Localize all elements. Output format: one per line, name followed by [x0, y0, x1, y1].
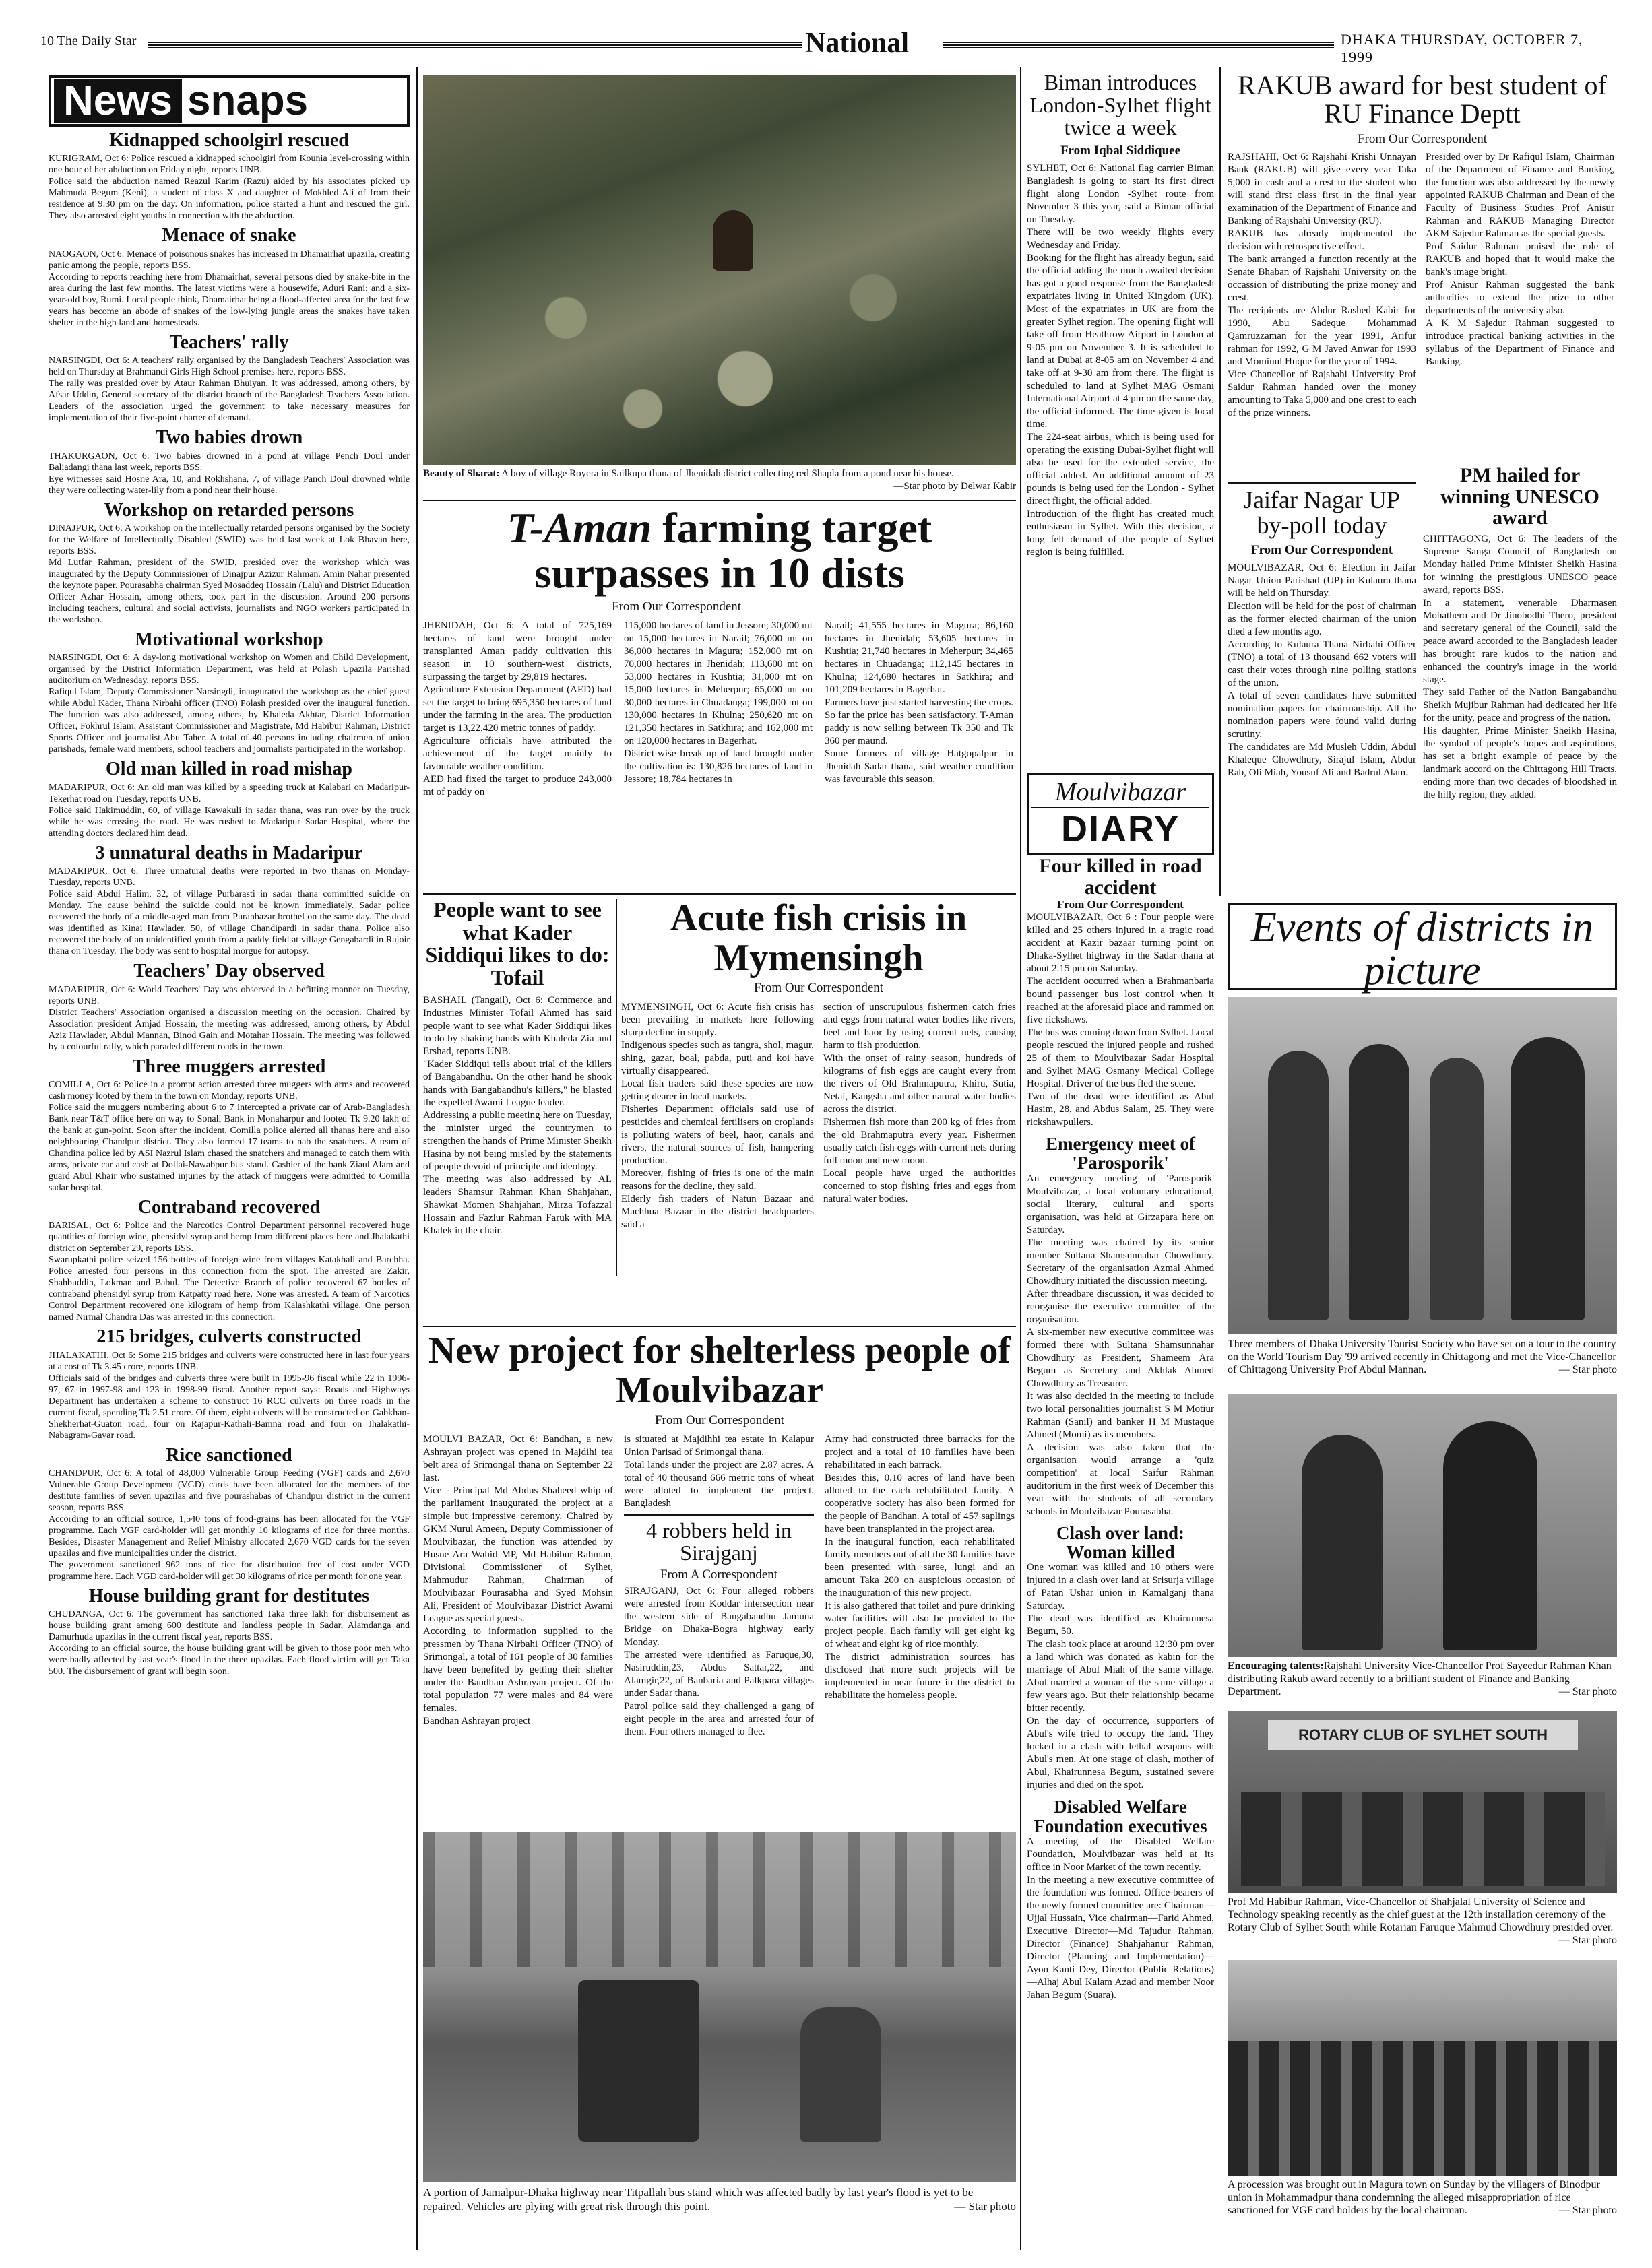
top-photo — [423, 75, 1016, 465]
news-snap-headline: Workshop on retarded persons — [104, 499, 354, 521]
events-photo-3-caption — [1228, 1896, 1617, 1947]
pm-hailed-body: CHITTAGONG, Oct 6: The leaders of the Supreme Sanga Council of Bangladesh on Monday hailed Prime Minister Sheikh Hasina for winning the prestigious UNESCO peace award, reports BSS. In a statement, venerable Dharmasen Mohathero and Dr Jinobodhi Thero, president and secretary general of the Council, said the peace award accorded to the Bangladesh leader has brought rare kudos to the nation and enhanced the country's image in the world stage. They said Father of the Nation Bangabandhu Sheikh Mujibur Rahman had dedicated her life for the unity, peace and progress of the nation. His daughter, Prime Minister Sheikh Hasina, the symbol of people's hopes and aspirations, has set a bright example of peace by the landmark accord on the Chittagong Hill Tracts, ending more than two decades of bloodshed in the hilly region, they added. — [1423, 533, 1617, 800]
news-snap-headline: Rice sanctioned — [166, 1444, 292, 1466]
news-snaps-list — [49, 131, 410, 1677]
rickshaw-figure — [578, 1980, 699, 2142]
events-photo-4-caption — [1228, 2178, 1617, 2217]
rakub-headline: RAKUB award for best student of RU Finance Deptt — [1238, 70, 1607, 129]
diary-title-bottom: DIARY — [1031, 808, 1209, 850]
news-snap-body: COMILLA, Oct 6: Police in a prompt action arrested three muggers with arms and recovered cash money looted by them in the town on Monday, reports UNB. Police said the muggers numbering about 6 to 7 intercepted a private car of Arab-Bangladesh Bank near T&T office here on way to Sonali Bank in Monaharpur and looted Tk 9.20 lakh of the bank at gun-point. Soon after the incident, Comilla police alerted all thanas here and also neighbouring Chandpur district. They also formed 17 teams to nab the snatchers. A team of Chandina police led by ASI Nazrul Islam chased the snatchers and managed to catch them with arms, private car and cash at Dollai-Nawabpur bus stand. Cashier of the bank Ziaul Alam and guard Abul Khair who sustained injuries by the attack of muggers were admitted to Comilla sadar hospital. — [49, 1079, 410, 1193]
news-snaps-column — [49, 75, 410, 2248]
clash-headline: Clash over land: Woman killed — [1056, 1522, 1185, 1563]
news-snap-headline: Kidnapped schoolgirl rescued — [109, 130, 349, 151]
masthead-rule-right — [943, 42, 1334, 48]
people-figure — [800, 2007, 881, 2142]
rule-robbers — [624, 1514, 814, 1516]
t-aman-col-3: Narail; 41,555 hectares in Magura; 86,160 hectares in Jhenidah; 53,605 hectares in Kushtia; 21,740 hectares in Meherpur; 34,465 hectares in Chuadanga; 112,145 hectares in Khulna; 124,680 hectares in Satkhira; and 101,209 hectares in Bagerhat. Farmers have just started harvesting the crops. So far the price has been satisfactory. T-Aman paddy is now selling between Tk 350 and Tk 360 per maund. Some farmers of village Hatgopalpur in Jhenidah Sadar thana, said weather condition was favourable this season. — [825, 620, 1013, 785]
rule-t-aman — [423, 500, 1016, 501]
news-snaps-title-a: News — [54, 79, 182, 123]
shelterless-col-1: MOULVI BAZAR, Oct 6: Bandhan, a new Ashrayan project was opened in Majdihi tea belt area of Srimongal thana on September 22 last. Vice - Principal Md Abdus Shaheed whip of the parliament inaugurated the project at a simple but impressive ceremony. Chaired by GKM Nurul Ameen, Deputy Commissioner of Moulvibazar, the function was attended by Husne Ara Wahid MP, Md Habibur Rahman, Divisional Commissioner of Sylhet, Mahmudur Rahman, Chairman of Moulvibazar Pourasabha and Syed Mohsin Ali, President of Moulvibazar District Awami League as special guests. According to information supplied to the pressmen by Thana Nirbahi Officer (TNO) of Srimongal, a total of 161 people of 30 families have been benefited by getting their shelter under the Bandhan Ashrayan project. Of the total population 77 were males and 84 were females. Bandhan Ashrayan project — [423, 1433, 613, 1726]
news-snap-item — [49, 961, 410, 1052]
events-photo-1-credit: — Star photo — [1558, 1364, 1617, 1375]
kader-body: BASHAIL (Tangail), Oct 6: Commerce and Industries Minister Tofail Ahmed has said people want to see what Kader Siddiqui likes to do by shaking hands with Khaleda Zia and Ershad, reports UNB. "Kader Siddiqui tells about trial of the killers of Bangabandhu. On the other hand he shook hands with Bangabandhu's killers," he blasted the expelled Awami League leader. Addressing a public meeting here on Tuesday, the minister urged the countrymen to strengthen the hands of Prime Minister Sheikh Hasina by not being misled by the statements of people devoid of principle and ideology. The meeting was also addressed by AL leaders Shamsur Rahman Khan Shahjahan, Shawkat Momen Shahjahan, Mirza Tofazzal Hossain and Fazlur Rahman Faruk with MA Khalek in the chair. — [423, 995, 612, 1237]
news-snap-headline: Menace of snake — [162, 225, 296, 247]
news-snap-headline: Two babies drown — [155, 427, 303, 449]
top-photo-credit: —Star photo by Delwar Kabir — [893, 481, 1016, 492]
col-rule-3 — [1219, 67, 1221, 896]
person-figure-4 — [1511, 1037, 1585, 1320]
news-snaps-title-b: snaps — [187, 77, 309, 124]
rakub-col-1: RAJSHAHI, Oct 6: Rajshahi Krishi Unnayan Bank (RAKUB) will give every year Taka 5,000 in cash and a crest to the student who will stand first class first in the final year examination of the Department of Finance and Banking of Rajshahi University (RU). RAKUB has already implemented the decision with retrospective effect. The bank arranged a function recently at the Senate Bhaban of Rajshahi University on the occassion of distributing the prize money and crest. The recipients are Abdur Rashed Kabir for 1990, Abu Sadeque Mohammad Qamruzzaman for the year 1991, Arifur rahman for 1992, G M Javed Anwar for 1993 and Mominul Huque for the year of 1994. Vice Chancellor of Rajshahi University Prof Saidur Rahman handed over the money amounting to Taka 5,000 and one crest to each of the prize winners. — [1228, 152, 1416, 418]
clash-body: One woman was killed and 10 others were injured in a clash over land at Srisurja village of Patan Ushar union in Kamalganj thana Saturday. The dead was identified as Khairunnesa Begum, 50. The clash took place at around 12:30 pm over a land which was donated as kabin for the marriage of Abul Miah of the same village. Abul married a woman of the same village a few years ago. But their relationship became bitter recently. On the day of occurrence, supporters of Abul's wife tried to occupy the land. They locked in a clash with lethal weapons with Abul's men. At one stage of clash, mother of Abul, Khairunnesa Begum, sustained severe injuries and died on the spot. — [1027, 1562, 1214, 1791]
news-snap-item — [49, 1198, 410, 1323]
rakub-col-2: Presided over by Dr Rafiqul Islam, Chairman of the Department of Finance and Banking, the function was also addressed by the newly appointed RAKUB Chairman and Dean of the Faculty of Business Studies Prof Anisur Rahman and RAKUB Managing Director AKM Sajedur Rahman as the special guests. Prof Saidur Rahman praised the role of RAKUB and hoped that it would make the bank's image bright. Prof Anisur Rahman suggested the bank authorities to extend the prize to other departments of the university also. A K M Sajedur Rahman suggested to introduce practical banking activities in the syllabus of the Department of Finance and Banking. — [1426, 152, 1614, 367]
shelterless-story — [423, 1331, 1016, 1829]
events-photo-3 — [1228, 1711, 1617, 1893]
shelterless-headline: New project for shelterless people of Moulvibazar — [428, 1330, 1011, 1411]
events-headline: Events of districts in picture — [1250, 905, 1594, 994]
news-snaps-banner — [49, 75, 410, 127]
four-killed-byline: From Our Correspondent — [1057, 898, 1184, 911]
robbers-byline: From A Correspondent — [660, 1567, 778, 1582]
four-killed-column — [1027, 855, 1214, 2250]
news-snap-headline: 215 bridges, culverts constructed — [96, 1326, 362, 1348]
rakub-byline: From Our Correspondent — [1357, 132, 1488, 146]
events-photo-2-caption — [1228, 1660, 1617, 1698]
news-snap-body: MADARIPUR, Oct 6: World Teachers' Day was observed in a befitting manner on Tuesday, reports UNB. District Teachers' Association organised a discussion meeting on the occasion. Chaired by Association president Amjad Hossain, the meeting was addressed, among others, by Abdul Aziz Hawlader, Abdul Mannan, Binod Gain and Motahar Hossain. The meeting was followed by a colourful rally, which paraded different roads in the town. — [49, 984, 410, 1052]
robbers-headline: 4 robbers held in Sirajganj — [646, 1518, 792, 1565]
person-figure-2 — [1349, 1044, 1409, 1320]
events-photo-4 — [1228, 1960, 1617, 2176]
pm-hailed-headline: PM hailed for winning UNESCO award — [1440, 464, 1599, 529]
jaifar-body: MOULVIBAZAR, Oct 6: Election in Jaifar Nagar Union Parishad (UP) in Kulaura thana will be held on Thursday. Election will be held for the post of chairman as the former elected chairman of the union died a few months ago. According to Kulaura Thana Nirbahi Officer (TNO) a total of 13 thousand 662 voters will cast their votes through nine polling stations of the union. A total of seven candidates have submitted nomination papers for chairmanship. All the nomination papers were found valid during scrutiny. The candidates are Md Musleh Uddin, Abdul Khaleque Chowdhury, Sirajul Islam, Abdur Rab, Oli Miah, Yousuf Ali and Badrul Alam. — [1228, 562, 1416, 778]
kader-story — [423, 899, 612, 1283]
rule-kader-fish — [616, 899, 617, 1276]
four-killed-headline: Four killed in road accident — [1039, 855, 1202, 899]
news-snap-headline: Motivational workshop — [135, 628, 323, 650]
bottom-photo — [423, 1832, 1016, 2182]
news-snap-item — [49, 1327, 410, 1441]
news-snap-headline: 3 unnatural deaths in Madaripur — [95, 842, 363, 864]
four-killed-body: MOULVIBAZAR, Oct 6 : Four people were killed and 25 others injured in a tragic road accident at Kazir bazaar turning point on Dhaka-Sylhet highway in the Sadar thana at about 2.15 pm on Saturday. The accident occurred when a Brahmanbaria bound passenger bus lost control when it reached at the aforesaid place and rammed on five rickshaws. The bus was coming down from Sylhet. Local people rescued the injured people and rushed 25 of them to Moulvibazar Sadar Hospital and Sylhet MAG Osmany Medical College Hospital. Driver of the bus fled the scene. Two of the dead were identified as Abul Hasim, 28, and Abdus Salam, 25. They were rickshawpullers. — [1027, 912, 1214, 1128]
rakub-story — [1228, 71, 1617, 489]
t-aman-headline-b: farming target surpasses in 10 dists — [534, 504, 932, 597]
fish-col-1: MYMENSINGH, Oct 6: Acute fish crisis has been prevailing in markets here following sharp decline in supply. Indigenous species such as tangra, shol, magur, shing, gazar, boal, pabda, puti and koi have virtually disappeared. Local fish traders said these species are now getting dearer in local markets. Fisheries Department officials said use of pesticides and chemical fertilisers on croplands is polluting waters of beel, haor, canals and rivers, the natural sources of fish, hampering production. Moreover, fishing of fries is one of the main reasons for the decline, they said. Elderly fish traders of Natun Bazaar and Machhua Bazaar in the district headquarters said a — [621, 1001, 814, 1230]
t-aman-headline-a: T-Aman — [507, 504, 652, 552]
news-snap-item — [49, 1057, 410, 1194]
t-aman-col-1: JHENIDAH, Oct 6: A total of 725,169 hectares of land were brought under transplanted Aman paddy cultivation this season in 10 southern-west districts, surpassing the target by 29,819 hectares. Agriculture Extension Department (AED) had set the target to bring 695,350 hectares of land under the farming in the area. The production target is 13,22,420 metric tonnes of paddy. Agriculture officials have attributed the achievement of the target mainly to favourable weather condition. AED had fixed the target to produce 243,000 mt of paddy on — [423, 620, 612, 798]
events-photo-1-caption — [1228, 1338, 1617, 1376]
news-snap-body: KURIGRAM, Oct 6: Police rescued a kidnapped schoolgirl from Kounia level-crossing within one hour of her abduction on Friday night, reports UNB. Police said the abduction named Reazul Karim (Razu) aided by his associates picked up Mahmuda Begum (Keni), a student of class X and daughter of Mokhled Ali of from their residence at 9:30 pm on the day. On information, police started a hunt and rescued the girl. They also arrested eight youths in connection with the abduction. — [49, 154, 410, 222]
news-snap-headline: Contraband recovered — [137, 1196, 321, 1218]
news-snap-item — [49, 428, 410, 496]
news-snap-item — [49, 333, 410, 424]
top-photo-caption-text: A boy of village Royera in Sailkupa thana of Jhenidah district collecting red Shapla from a pond near his house. — [499, 468, 954, 479]
t-aman-byline: From Our Correspondent — [612, 600, 742, 614]
person-figure-1 — [1268, 1051, 1329, 1320]
events-photo-2-caption-text: Rajshahi University Vice-Chancellor Prof Sayeedur Rahman Khan distributing Rakub award recently to a brilliant student of Finance and Banking Department. — [1228, 1660, 1614, 1697]
t-aman-story — [423, 505, 1016, 890]
news-snap-body: CHUDANGA, Oct 6: The government has sanctioned Taka three lakh for disbursement as house building grant among 600 destitute and landless people in Sadar, Alamdanga and Damurhuda upazilas in the current fiscal year, reports BSS. According to an official source, the house building grant will be given to those poor men who were badly affected by last year's flood in the three upazilas. Each flood victim will get Taka 500. The disbursement of grant will begin soon. — [49, 1609, 410, 1677]
events-photo-3-credit: — Star photo — [1558, 1935, 1617, 1946]
news-snap-headline: House building grant for destitutes — [88, 1586, 370, 1607]
emergency-headline: Emergency meet of 'Parosporik' — [1046, 1134, 1195, 1173]
news-snap-body: NAOGAON, Oct 6: Menace of poisonous snakes has increased in Dhamairhat upazila, creating panic among the people, reports BSS. According to reports reaching here from Dhamairhat, several persons died by snake-bite in the area during the last few months. The latest victims were a housewife, Aduri Rani; and a six-year-old boy, Rumi. Local people think, Dhamairhat being a flood-affected area for the last few years has become an abode of snakes of the low-lying jungle areas the snakes have taken shelter in the high land and homesteads. — [49, 249, 410, 328]
events-photo-3-caption-text: Prof Md Habibur Rahman, Vice-Chancellor of Shahjalal University of Science and Technology speaking recently as the chief guest at the 12th installation ceremony of the Rotary Club of Sylhet South while Rotarian Faruque Mahmud Chowdhury presided over. — [1228, 1896, 1614, 1933]
news-snap-body: JHALAKATHI, Oct 6: Some 215 bridges and culverts were constructed here in last four years at a cost of Tk 3.45 crore, reports UNB. Officials said of the bridges and culverts three were built in 1995-96 fiscal while 22 in 1996-97, 67 in 1997-98 and 123 in 1998-99 fiscal. Another report says: Roads and Highways Department has undertaken a scheme to construct 16 RCC culverts on three roads in the current fiscal, spending Tk 2.51 crore. Of them, eight culverts will be constructed on Gabkhan-Shekherhat-Guaton road, four on Rajapur-Kathali-Bamna road and four on Jhalakathi-Nabagram-Gavar road. — [49, 1350, 410, 1441]
bottom-photo-caption — [423, 2185, 1016, 2213]
news-snap-body: MADARIPUR, Oct 6: Three unnatural deaths were reported in two thanas on Monday-Tuesday, reports UNB. Police said Abdul Halim, 32, of village Purbarasti in sadar thana committed suicide on Monday. The cause behind the suicide could not be known immediately. Sadar police recovered the body of a middle-aged man from Puranbazar brothel on the same day. The dead was identified as Kinai Hawlader, 50, of village Chandipardi in sadar thana. Police also recovered the body of an unidentified youth from a paddy field at village Gengabardi in Rajoir thana on Tuesday. The body was sent to hospital morgue for autopsy. — [49, 866, 410, 957]
events-photo-1 — [1228, 997, 1617, 1334]
news-snap-body: DINAJPUR, Oct 6: A workshop on the intellectually retarded persons organised by the Society for the Welfare of Intellectually Disabled (SWID) was held last week at Lok Bhavan here, reports BSS. Md Lutfar Rahman, president of the SWID, presided over the workshop which was inaugurated by the Deputy Commissioner of Dinajpur Azizur Rahman. Amin Nahar presented the keynote paper. Pourasabha chairman Syed Mosaddeq Hossain (Lalu) and District Education Officer Azhar Hossain, among others, took part in the discussion. Around 200 persons including teachers, cultural and social activists, journalists and NGO workers participated in the workshop. — [49, 523, 410, 625]
rule-kader — [423, 893, 1016, 895]
boy-figure — [713, 210, 753, 271]
events-photo-4-caption-text: A procession was brought out in Magura town on Sunday by the villagers of Binodpur union in Mohammadpur thana condemning the alleged misappropriation of rice sanctioned for VGF card holders by the local chairman. — [1228, 2179, 1603, 2216]
disabled-headline: Disabled Welfare Foundation executives — [1034, 1796, 1207, 1836]
kader-headline: People want to see what Kader Siddiqui likes to do: Tofail — [425, 897, 610, 990]
shelterless-byline: From Our Correspondent — [654, 1413, 785, 1427]
events-photo-2-credit: — Star photo — [1558, 1686, 1617, 1697]
person-figure-6 — [1443, 1421, 1537, 1650]
events-photo-1-caption-text: Three members of Dhaka University Tourist Society who have set on a tour to the country on the World Tourism Day '99 arrived recently in Chittagong and met the Vice-Chancellor of Chittagong University Prof Abdul Mannan. — [1228, 1338, 1619, 1375]
news-snap-item — [49, 630, 410, 755]
news-snap-headline: Three muggers arrested — [132, 1056, 326, 1077]
masthead-left: 10 The Daily Star — [40, 34, 137, 48]
fish-byline: From Our Correspondent — [753, 980, 884, 995]
person-figure-5 — [1302, 1435, 1383, 1650]
news-snap-body: CHANDPUR, Oct 6: A total of 48,000 Vulnerable Group Feeding (VGF) cards and 2,670 Vulnerable Group Development (VGD) cards have been allocated for the members of the destitute families of seven upazilas and five pourashabas of Chandpur district in the current season, reports BSS. According to an official source, 1,540 tons of food-grains has been allocated for the VGF programme. Each VGF card-holder will get monthly 10 kilograms of rice for three months. Besides, Disaster Management and Relief Ministry allocated 2,670 VGD cards for the seven upazilas and five municipalities under the district. The government sanctioned 962 tons of rice for distribution free of cost under VGD programme here. Each VGD card-holder will get 30 kilograms of rice per month for one year. — [49, 1468, 410, 1582]
biman-byline: From Iqbal Siddiquee — [1060, 143, 1181, 158]
events-photo-4-credit: — Star photo — [1558, 2205, 1617, 2216]
news-snap-item — [49, 226, 410, 328]
rule-shelterless — [423, 1326, 1016, 1327]
events-box — [1228, 903, 1617, 994]
news-snap-item — [49, 1586, 410, 1677]
top-photo-caption — [423, 467, 1016, 493]
col-rule-1 — [416, 67, 418, 2250]
person-figure-3 — [1430, 1058, 1484, 1320]
diary-box — [1027, 773, 1214, 855]
bottom-photo-caption-text: A portion of Jamalpur-Dhaka highway near Titpallah bus stand which was affected badly by last year's flood is yet to be repaired. Vehicles are plying with great risk through this point. — [423, 2186, 976, 2213]
procession-crowd — [1228, 2041, 1617, 2176]
t-aman-headline — [423, 505, 1016, 595]
dateline: DHAKA THURSDAY, OCTOBER 7, 1999 — [1341, 31, 1583, 65]
jaifar-byline: From Our Correspondent — [1250, 542, 1393, 557]
news-snap-item — [49, 131, 410, 222]
news-snap-item — [49, 759, 410, 839]
shelterless-col-3: Army had constructed three barracks for the project and a total of 10 families have been rehabilitated in each barrack. Besides this, 0.10 acres of land have been alloted to the each rehabilitated family. A cooperative society has also been formed for the people of Bandhan. A total of 457 saplings have been transplanted in the project area. In the inaugural function, each rehabilitated family members out of all the 30 families have been presented with saree, lungi and an amount Taka 200 on auspicious occasion of the inauguration of this new project. It is also gathered that toilet and pure drinking water facilities will also be provided to the project people. Each family will get eight kg of wheat and eight kg of rice monthly. The district administration sources has disclosed that more such projects will be implemented in near future in the district to rehabilitate the homeless people. — [825, 1433, 1015, 1701]
top-photo-caption-bold: Beauty of Sharat: — [423, 468, 500, 479]
biman-body: SYLHET, Oct 6: National flag carrier Biman Bangladesh is going to start its first direct flight along London -Sylhet route from November 3 this year, said a Biman official on Tuesday. There will be two weekly flights every Wednesday and Friday. Booking for the flight has already begun, said the official adding the much awaited decision has got a good response from the Bangladesh expatriates living in United Kingdom (UK). Most of the expatriates in UK are from the greater Sylhet region. The opening flight will take off from Heathrow Airport in London at 9-05 pm on November 3. It is scheduled to land at Dubai at 8-05 am on November 4 and take off at 9-30 am from there. The flight is scheduled to land at Sylhet MAG Osmani International Airport at 4 pm on the same day, the official informed. The time given is local time. The 224-seat airbus, which is being used for operating the existing Dubai-Sylhet flight will also be used for the extended service, the official added. An additional amount of 23 pounds is being used for the London - Sylhet direct flight, the official added. Introduction of the flight has created much enthusiasm in Sylhet. With this decision, a long felt demand of the people of Sylhet region is being fulfilled. — [1027, 162, 1214, 558]
rule-rakub — [1228, 482, 1416, 484]
shelterless-col-2: is situated at Majdihhi tea estate in Kalapur Union Parisad of Srimongal thana. Total lands under the project are 2.87 acres. A total of 40 thousand 666 metric tons of wheat were alloted to implement the project. Bangladesh — [624, 1433, 814, 1509]
fish-story — [621, 899, 1016, 1283]
masthead-rule-left — [148, 42, 802, 48]
news-snap-body: NARSINGDI, Oct 6: A teachers' rally organised by the Bangladesh Teachers' Association was held on Thursday at Brahmandi Girls High School premises here, reports BSS. The rally was presided over by Ataur Rahman Bhuiyan. It was addressed, among others, by Afsar Uddin, General secretary of the district branch of the Bangladesh Teachers Association. Leaders of the association urged the government to take necessary measures for implementation of their five-point charter of demand. — [49, 356, 410, 424]
news-snap-body: BARISAL, Oct 6: Police and the Narcotics Control Department personnel recovered huge quantities of foreign wine, phensidyl syrup and hemp from different places here and Jhalakathi district on September 29, reports BSS. Swarupkathi police seized 156 bottles of foreign wine from villages Katakhali and Barchha. Police arrested four persons in this connection from the spot. The arrested are Zakir, Shahbuddin, Lokman and Babul. The Detective Branch of police recovered 67 bottles of contraband phensidyl syrup from Katpatty road here. None was arrested. A team of Narcotics Control Department recovered one kilogram of hemp from Kalashkathi village. One person named Nirmal Chandra Das was arrested in this connection. — [49, 1221, 410, 1323]
pm-hailed-story — [1423, 465, 1617, 892]
events-photo-2-caption-bold: Encouraging talents: — [1228, 1660, 1324, 1672]
biman-column — [1027, 71, 1214, 890]
masthead — [40, 27, 1617, 65]
disabled-body: A meeting of the Disabled Welfare Foundation, Moulvibazar was held at its office in Noor Market of the town recently. In the meeting a new executive committee of the foundation was formed. Office-bearers of the newly formed committee are: Chairman—Ujjal Hussain, Vice chairman—Farid Ahmed, Executive Director—Md Tajudur Rahman, Director (Finance) Shahjahanur Rahman, Director (Planning and Implementation)—Ayon Kanti Dey, Director (Public Relations)—Alhaj Abul Kalam Azad and member Noor Jahan Begum (Suara). — [1027, 1836, 1214, 2001]
diary-title-top: Moulvibazar — [1031, 777, 1209, 808]
news-snap-body: NARSINGDI, Oct 6: A day-long motivational workshop on Women and Child Development, organised by the District Information Department, was held at Polash Upazila Parishad auditorium on Wednesday, reports BSS. Rafiqul Islam, Deputy Commissioner Narsingdi, inaugurated the workshop as the chief guest while Abdul Kader, Thana Nirbahi officer (TNO) Polash presided over the inaugural function. The function was also addressed, among others, by Khaleda Akhtar, District Information Officer, Fokhrul Islam, Assistant Commissioner and Magistrate, Md Habibur Rahman, District Sports Officer and journalist Abu Taher. A total of 40 persons including chairmen of union parishads, female ward members, school teachers and journalists participated in the workshop. — [49, 653, 410, 755]
robbers-body: SIRAJGANJ, Oct 6: Four alleged robbers were arrested from Koddar intersection near the western side of Bangabandhu Jamuna Bridge on Dhaka-Bogra highway early Monday. The arrested were identified as Faruque,30, Nasiruddin,23, Abdus Sattar,22, and Alamgir,22, of Banbaria and Palkpara villages under Sadar thana. Patrol police said they challenged a gang of eight people in the area and arrested four of them. Four others managed to flee. — [624, 1585, 814, 1737]
jaifar-headline: Jaifar Nagar UP by-poll today — [1244, 486, 1400, 539]
news-snap-body: THAKURGAON, Oct 6: Two babies drowned in a pond at village Pench Doul under Baliadangi thana last week, reports BSS. Eye witnesses said Hosne Ara, 10, and Rokhshana, 7, of village Panch Doul drowned while they were collecting water-lily from a pond near their house. — [49, 451, 410, 496]
trees — [423, 1832, 1016, 1967]
t-aman-col-2: 115,000 hectares of land in Jessore; 30,000 mt on 15,000 hectares in Narail; 76,000 mt on 36,000 hectares in Magura; 152,000 mt on 70,000 hectares in Jhenidah; 113,600 mt on 53,000 hectares in Kushtia; 31,000 mt on 15,000 hectares in Meherpur; 65,000 mt on 30,000 hectares in Chuadanga; 199,000 mt on 130,000 hectares in Khulna; 250,620 mt on 121,350 hectares in Satkhira; and 162,000 mt on 120,000 hectares in Bagerhat. District-wise break up of land brought under the cultivation is: 130,826 hectares of land in Jessore; 18,784 hectares in — [624, 620, 813, 785]
biman-headline: Biman introduces London-Sylhet flight twice a week — [1029, 70, 1211, 140]
bottom-photo-credit: — Star photo — [954, 2200, 1016, 2213]
fish-headline: Acute fish crisis in Mymensingh — [670, 897, 967, 979]
news-snap-headline: Teachers' rally — [169, 331, 289, 353]
news-snap-headline: Teachers' Day observed — [133, 961, 325, 982]
news-snap-item — [49, 500, 410, 626]
news-snap-headline: Old man killed in road mishap — [106, 758, 352, 780]
col-rule-2 — [1020, 67, 1021, 2250]
news-snap-item — [49, 843, 410, 957]
news-snap-item — [49, 1446, 410, 1582]
section-title: National — [805, 28, 910, 59]
news-snap-body: MADARIPUR, Oct 6: An old man was killed by a speeding truck at Kalabari on Madaripur-Tekerhat road on Tuesday, reports UNB. Police said Hakimuddin, 60, of village Kawakuli in sadar thana, was run over by the truck while he was crossing the road. He was rushed to Madaripur Sadar Hospital, where the attending doctors declared him dead. — [49, 782, 410, 839]
emergency-body: An emergency meeting of 'Parosporik' Moulvibazar, a local voluntary educational, social literary, cultural and sports organisation, was held at Girzapara here on Saturday. The meeting was chaired by its senior member Sultana Shamsunnahar Chowdhury. Secretary of the organisation Azmal Ahmed Chowdhury initiated the discussion meeting. After threadbare discussion, it was decided to reorganise the executive committee of the organisation. A six-member new executive committee was formed there with Sultana Shamsunnahar Chowdhury as President, Shameem Ara Begum as Secretary and Akhlak Ahmed Chowdhury as Treasurer. It was also decided in the meeting to include two local personalities journalist S M Motiur Rahman (Sanil) and banker H M Mustaque Ahmed (Momi) as its members. A decision was also taken that the organisation would arrange a 'quiz competition' at local Saifur Rahman auditorium in the first week of December this year with the students of all secondary schools in Moulvibazar Pourasabha. — [1027, 1173, 1214, 1517]
events-photo-2 — [1228, 1394, 1617, 1657]
jaifar-story — [1228, 488, 1416, 892]
fish-col-2: section of unscrupulous fishermen catch fries and eggs from natural water bodies like rivers, beel and haor by using current nets, causing harm to fish production. With the onset of rainy season, hundreds of kilograms of fish eggs are caught every from the rivers of Old Brahmaputra, Khiru, Sutia, Netai, Kangsha and other natural water bodies across the district. Fishermen fish more than 200 kg of fries from the old Brahmaputra every year. Fishermen usually catch fish eggs with current nets during full moon and new moon. Local people have urged the authorities concerned to stop fishing fries and eggs from natural water bodies. — [823, 1001, 1016, 1204]
rotary-banner: ROTARY CLUB OF SYLHET SOUTH — [1268, 1720, 1578, 1750]
seated-people — [1241, 1792, 1605, 1886]
